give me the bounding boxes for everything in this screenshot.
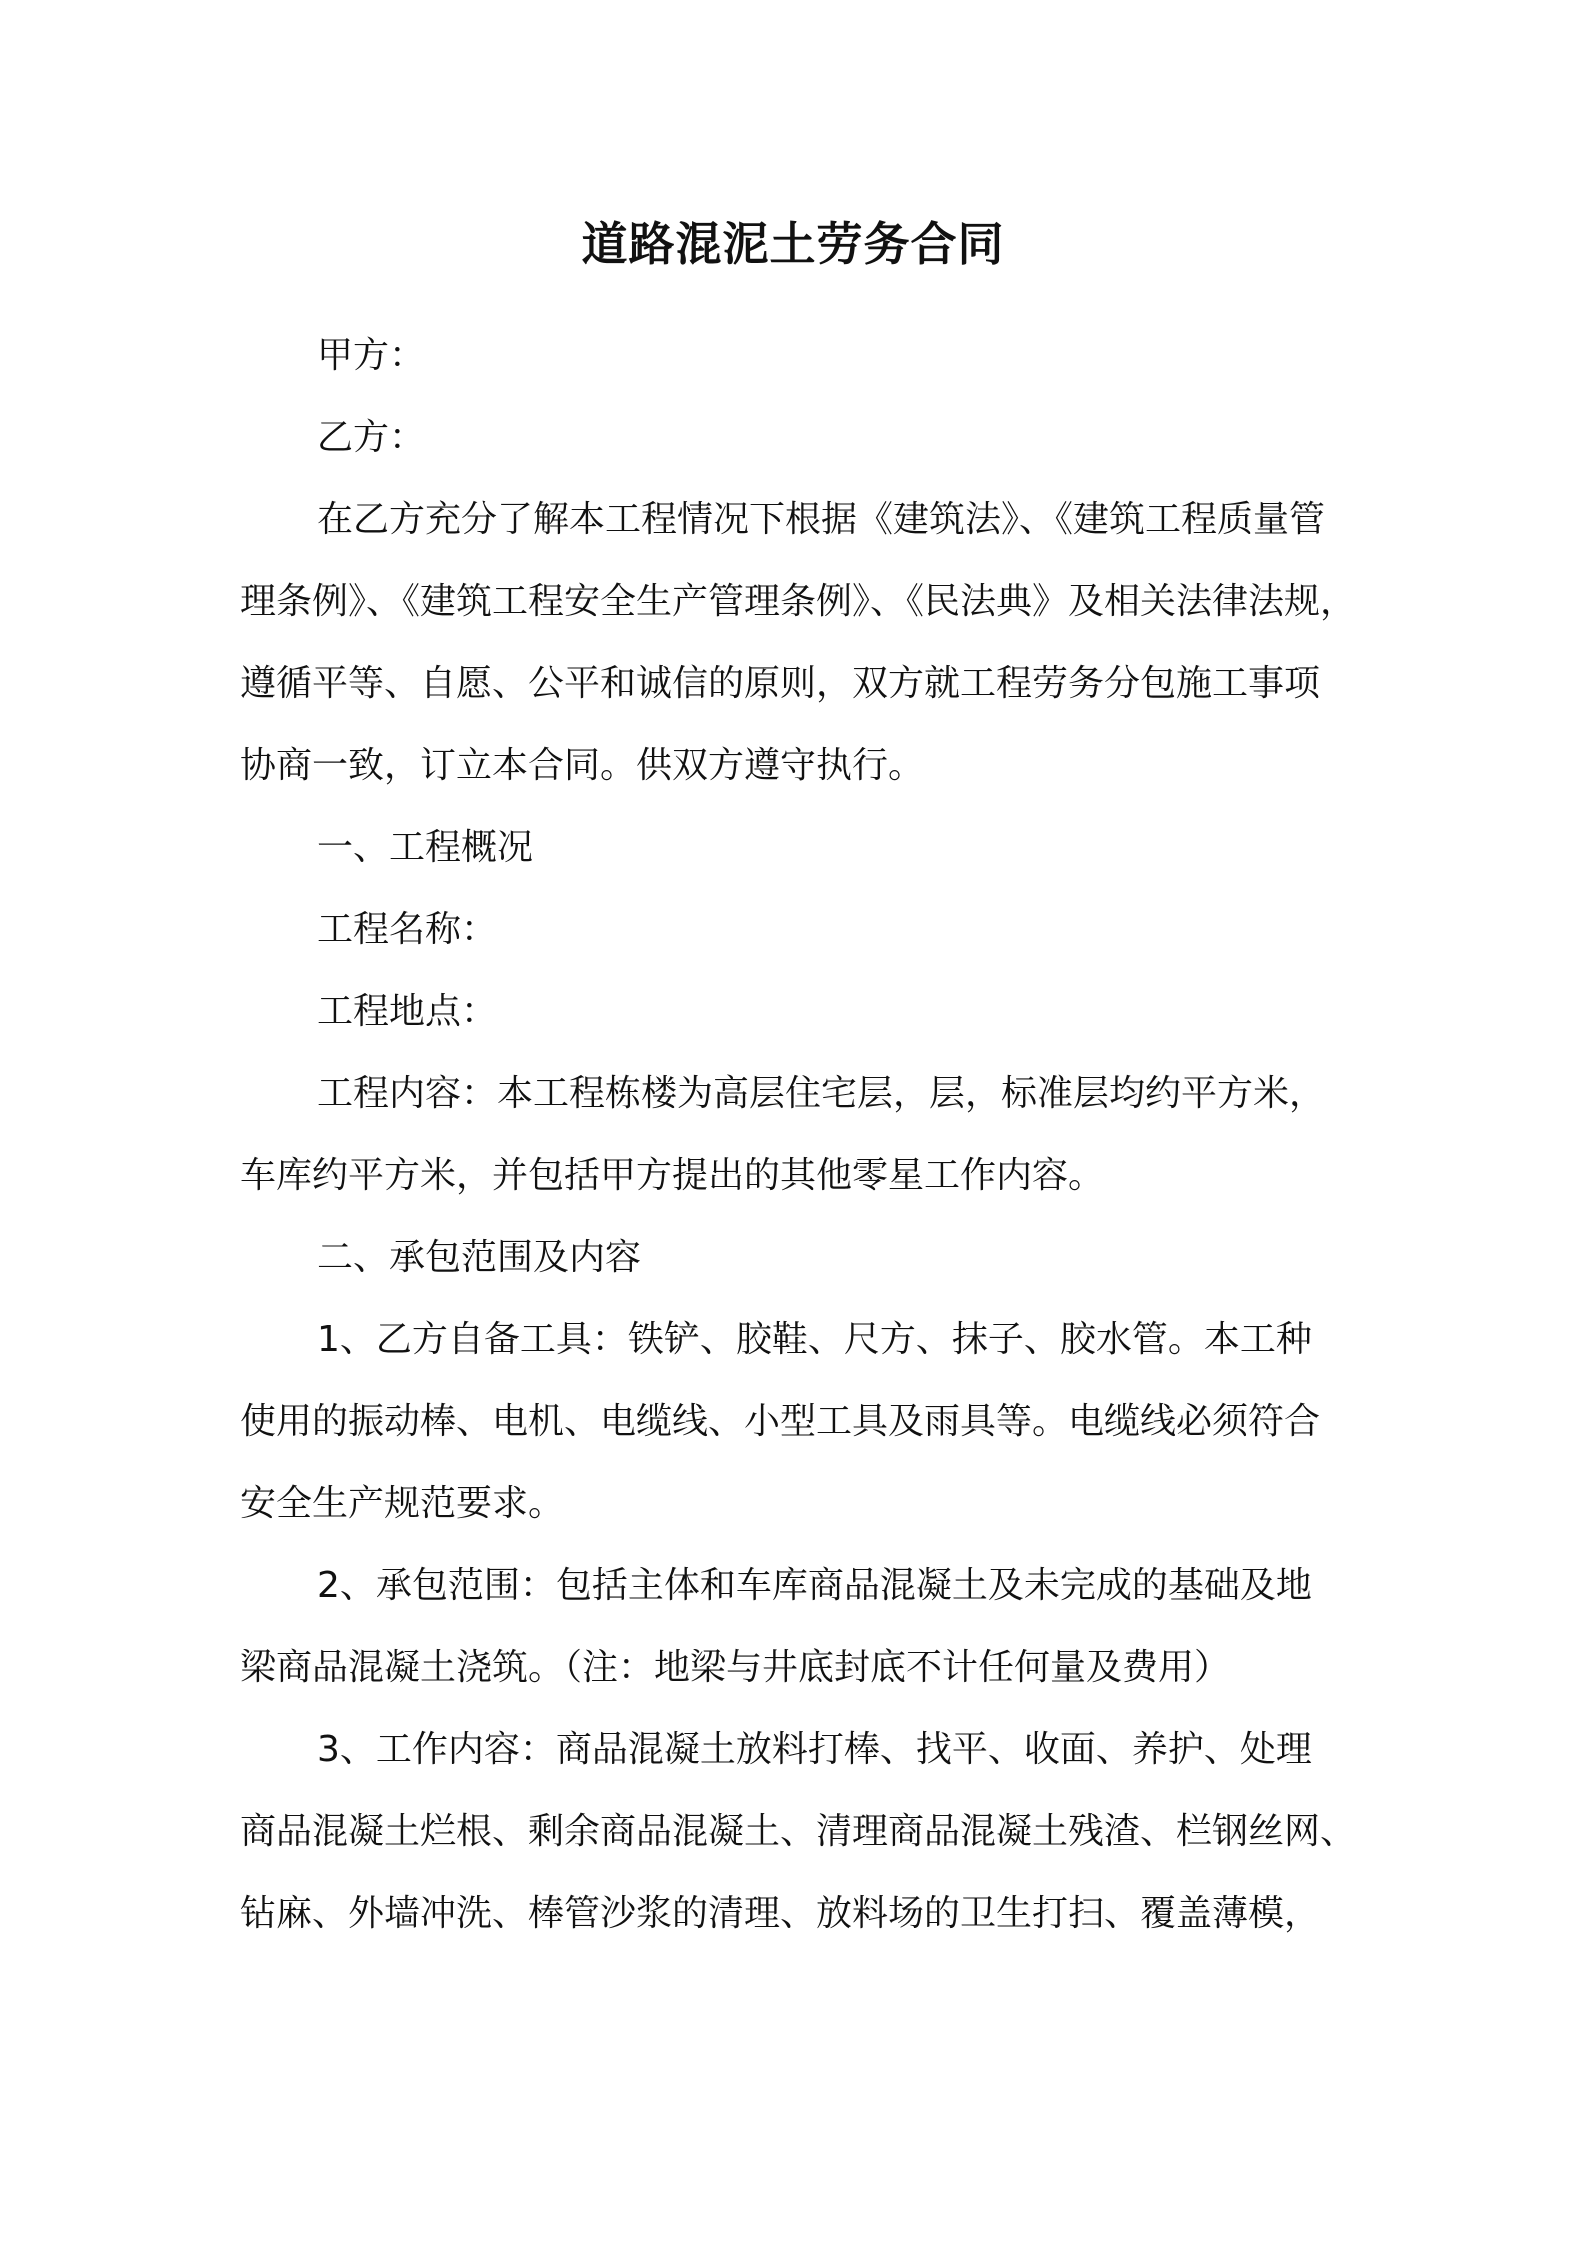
clause-3-line-1: 3、工作内容：商品混凝土放料打棒、找平、收面、养护、处理 [317, 1729, 1312, 1770]
clause-1-line-2: 使用的振动棒、电机、电缆线、小型工具及雨具等。电缆线必须符合 [240, 1401, 1321, 1442]
project-content-line-2: 车库约平方米，并包括甲方提出的其他零星工作内容。 [240, 1155, 1105, 1196]
project-location-line: 工程地点： [317, 991, 498, 1032]
party-a-line: 甲方： [317, 335, 426, 376]
document-title: 道路混泥土劳务合同 [581, 217, 1005, 271]
clause-2-line-2: 梁商品混凝土浇筑。（注：地梁与井底封底不计任何量及费用） [240, 1647, 1231, 1688]
clause-3-line-3: 钻麻、外墙冲洗、棒管沙浆的清理、放料场的卫生打扫、覆盖薄模， [240, 1893, 1321, 1934]
clause-2-line-1: 2、承包范围：包括主体和车库商品混凝土及未完成的基础及地 [317, 1565, 1312, 1606]
preamble-line-1: 在乙方充分了解本工程情况下根据《建筑法》、《建筑工程质量管 [317, 499, 1326, 540]
preamble-line-2: 理条例》、《建筑工程安全生产管理条例》、《民法典》及相关法律法规， [240, 581, 1357, 622]
clause-3-line-2: 商品混凝土烂根、剩余商品混凝土、清理商品混凝土残渣、栏钢丝网、 [240, 1811, 1357, 1852]
party-b-line: 乙方： [317, 417, 426, 458]
project-name-line: 工程名称： [317, 909, 498, 950]
clause-1-line-1: 1、乙方自备工具：铁铲、胶鞋、尺方、抹子、胶水管。本工种 [317, 1319, 1312, 1360]
project-content-line-1: 工程内容：本工程栋楼为高层住宅层，层，标准层均约平方米， [317, 1073, 1326, 1114]
clause-1-line-3: 安全生产规范要求。 [240, 1483, 565, 1524]
section-heading-1: 一、工程概况 [317, 827, 534, 868]
section-heading-2: 二、承包范围及内容 [317, 1237, 642, 1278]
preamble-line-3: 遵循平等、自愿、公平和诚信的原则，双方就工程劳务分包施工事项 [240, 663, 1321, 704]
preamble-line-4: 协商一致，订立本合同。供双方遵守执行。 [240, 745, 925, 786]
